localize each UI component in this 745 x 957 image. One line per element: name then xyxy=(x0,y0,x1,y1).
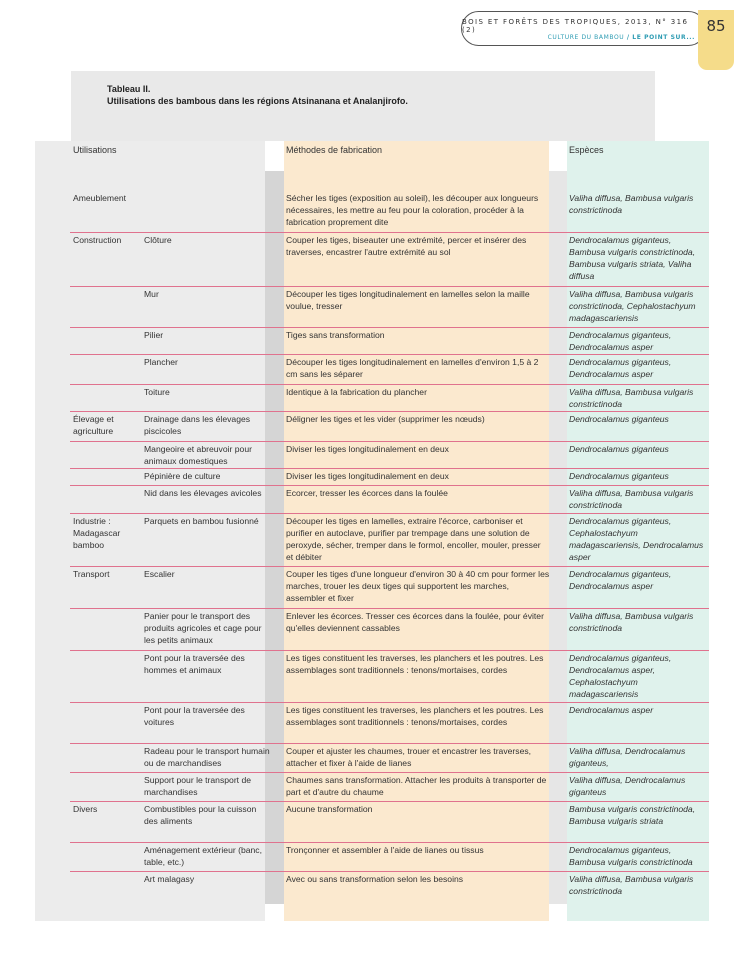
method-cell: Couper et ajuster les chaumes, trouer et encastrer les traverses, attacher et fixer à l'aide de lianes xyxy=(286,746,532,768)
species-cell: Valiha diffusa, Bambusa vulgaris constrictinoda xyxy=(569,387,694,409)
running-header xyxy=(461,11,706,46)
section-name: CULTURE DU BAMBOU xyxy=(547,34,625,41)
method-cell: Aucune transformation xyxy=(286,804,373,814)
table-row xyxy=(70,650,709,703)
species-cell: Dendrocalamus giganteus, Dendrocalamus asper xyxy=(569,357,672,379)
use-cell: Divers xyxy=(73,804,98,814)
species-cell: Valiha diffusa, Dendrocalamus giganteus, xyxy=(569,746,686,768)
method-cell: Découper les tiges longitudinalement en lamelles selon la maille voulue, tresser xyxy=(286,289,530,311)
species-cell: Dendrocalamus giganteus, Dendrocalamus asper xyxy=(569,569,672,591)
section-suffix: / LE POINT SUR... xyxy=(626,34,695,41)
use-cell: Ameublement xyxy=(73,193,127,203)
species-cell: Valiha diffusa, Dendrocalamus giganteus xyxy=(569,775,686,797)
sub-use-cell: Escalier xyxy=(144,569,175,579)
table-row xyxy=(70,286,709,328)
species-cell: Dendrocalamus giganteus, Bambusa vulgaris constrictinoda xyxy=(569,845,693,867)
section-label xyxy=(548,34,695,41)
sub-use-cell: Toiture xyxy=(144,387,170,397)
species-cell: Dendrocalamus giganteus, Cephalostachyum madagascariensis, Dendrocalamus asper xyxy=(569,516,704,562)
table-row xyxy=(70,871,709,905)
use-cell: Industrie : Madagascar bamboo xyxy=(73,516,121,550)
table-row xyxy=(70,608,709,651)
sub-use-cell: Mur xyxy=(144,289,159,299)
table-row xyxy=(70,468,709,486)
sub-use-cell: Pont pour la traversée des voitures xyxy=(144,705,245,727)
species-cell: Dendrocalamus giganteus, Dendrocalamus asper xyxy=(569,330,672,352)
table-row xyxy=(70,384,709,412)
method-cell: Enlever les écorces. Tresser ces écorces dans la foulée, pour éviter qu'elles deviennent cassables xyxy=(286,611,544,633)
method-cell: Avec ou sans transformation selon les besoins xyxy=(286,874,464,884)
use-cell: Construction xyxy=(73,235,122,245)
method-cell: Tiges sans transformation xyxy=(286,330,385,340)
method-cell: Diviser les tiges longitudinalement en deux xyxy=(286,444,449,454)
method-cell: Les tiges constituent les traverses, les planchers et les poutres. Les assemblages sont traditionnels : tenons/mortaises, cordes xyxy=(286,653,544,675)
table-row xyxy=(70,513,709,567)
species-cell: Dendrocalamus asper xyxy=(569,705,654,715)
sub-use-cell: Parquets en bambou fusionné xyxy=(144,516,259,526)
sub-use-cell: Combustibles pour la cuisson des aliments xyxy=(144,804,257,826)
use-cell: Transport xyxy=(73,569,110,579)
species-cell: Valiha diffusa, Bambusa vulgaris constrictinoda, Cephalostachyum madagascariensis xyxy=(569,289,696,323)
table-row xyxy=(70,485,709,514)
sub-use-cell: Panier pour le transport des produits agricoles et cage pour les petits animaux xyxy=(144,611,262,645)
table-row xyxy=(70,702,709,744)
header-uses: Utilisations xyxy=(73,145,117,155)
sub-use-cell: Pilier xyxy=(144,330,164,340)
species-cell: Dendrocalamus giganteus xyxy=(569,414,669,424)
method-cell: Diviser les tiges longitudinalement en deux xyxy=(286,471,449,481)
table-row xyxy=(70,842,709,872)
table-row xyxy=(70,190,709,233)
species-cell: Dendrocalamus giganteus, Dendrocalamus asper, Cephalostachyum madagascariensis xyxy=(569,653,672,699)
method-cell: Les tiges constituent les traverses, les planchers et les poutres. Les assemblages sont traditionnels : tenons/mortaises, cordes xyxy=(286,705,544,727)
method-cell: Découper les tiges en lamelles, extraire l'écorce, carboniser et purifier en autoclave, purifier par trempage dans une solution de peroxyde, sécher, tremper dans le formol, encoller, mouler, presser et débiter xyxy=(286,516,541,562)
method-cell: Chaumes sans transformation. Attacher les produits à transporter de part et d'autre du chaume xyxy=(286,775,547,797)
sub-use-cell: Pont pour la traversée des hommes et animaux xyxy=(144,653,245,675)
method-cell: Tronçonner et assembler à l'aide de lianes ou tissus xyxy=(286,845,484,855)
species-cell: Dendrocalamus giganteus xyxy=(569,471,669,481)
use-cell: Élevage et agriculture xyxy=(73,414,114,436)
table-row xyxy=(70,232,709,287)
sub-use-cell: Mangeoire et abreuvoir pour animaux domestiques xyxy=(144,444,252,466)
species-cell: Valiha diffusa, Bambusa vulgaris constrictinoda xyxy=(569,488,694,510)
journal-citation: BOIS ET FORÊTS DES TROPIQUES, 2013, N° 316 (2) xyxy=(462,18,689,34)
table-row xyxy=(70,411,709,442)
sub-use-cell: Clôture xyxy=(144,235,172,245)
method-cell: Ecorcer, tresser les écorces dans la foulée xyxy=(286,488,448,498)
method-cell: Identique à la fabrication du plancher xyxy=(286,387,427,397)
table-row xyxy=(70,566,709,609)
header-species: Espèces xyxy=(569,145,604,155)
page-number: 85 xyxy=(706,17,726,35)
sub-use-cell: Radeau pour le transport humain ou de marchandises xyxy=(144,746,270,768)
method-cell: Déligner les tiges et les vider (supprimer les nœuds) xyxy=(286,414,485,424)
header-methods: Méthodes de fabrication xyxy=(286,145,383,155)
sub-use-cell: Drainage dans les élevages piscicoles xyxy=(144,414,251,436)
table-caption xyxy=(107,83,627,107)
sub-use-cell: Art malagasy xyxy=(144,874,195,884)
method-cell: Couper les tiges d'une longueur d'environ 30 à 40 cm pour former les marches, trouer les deux tiges qui supportent les marches, assembler et fixer xyxy=(286,569,550,603)
table-row xyxy=(70,354,709,385)
species-cell: Valiha diffusa, Bambusa vulgaris constrictinoda xyxy=(569,193,694,215)
table-row xyxy=(70,801,709,843)
table-row xyxy=(70,743,709,773)
sub-use-cell: Pépinière de culture xyxy=(144,471,221,481)
species-cell: Valiha diffusa, Bambusa vulgaris constrictinoda xyxy=(569,874,694,896)
method-cell: Sécher les tiges (exposition au soleil), les découper aux longueurs nécessaires, les mettre au feu pour la coloration, procéder à la fabrication proprement dite xyxy=(286,193,539,227)
sub-use-cell: Nid dans les élevages avicoles xyxy=(144,488,262,498)
table-row xyxy=(70,441,709,469)
species-cell: Valiha diffusa, Bambusa vulgaris constrictinoda xyxy=(569,611,694,633)
table-row xyxy=(70,772,709,802)
table-row xyxy=(70,327,709,355)
table-title: Utilisations des bambous dans les régions Atsinanana et Analanjirofo. xyxy=(107,96,408,106)
sub-use-cell: Support pour le transport de marchandises xyxy=(144,775,252,797)
species-cell: Dendrocalamus giganteus xyxy=(569,444,669,454)
method-cell: Couper les tiges, biseauter une extrémité, percer et insérer des traverses, encastrer l'autre extrémité au sol xyxy=(286,235,527,257)
table-number: Tableau II. xyxy=(107,84,151,94)
species-cell: Dendrocalamus giganteus, Bambusa vulgaris constrictinoda, Bambusa vulgaris striata, Valiha diffusa xyxy=(569,235,696,281)
species-cell: Bambusa vulgaris constrictinoda, Bambusa vulgaris striata xyxy=(569,804,696,826)
sub-use-cell: Aménagement extérieur (banc, table, etc.) xyxy=(144,845,262,867)
method-cell: Découper les tiges longitudinalement en lamelles d'environ 1,5 à 2 cm sans les séparer xyxy=(286,357,539,379)
sub-use-cell: Plancher xyxy=(144,357,178,367)
